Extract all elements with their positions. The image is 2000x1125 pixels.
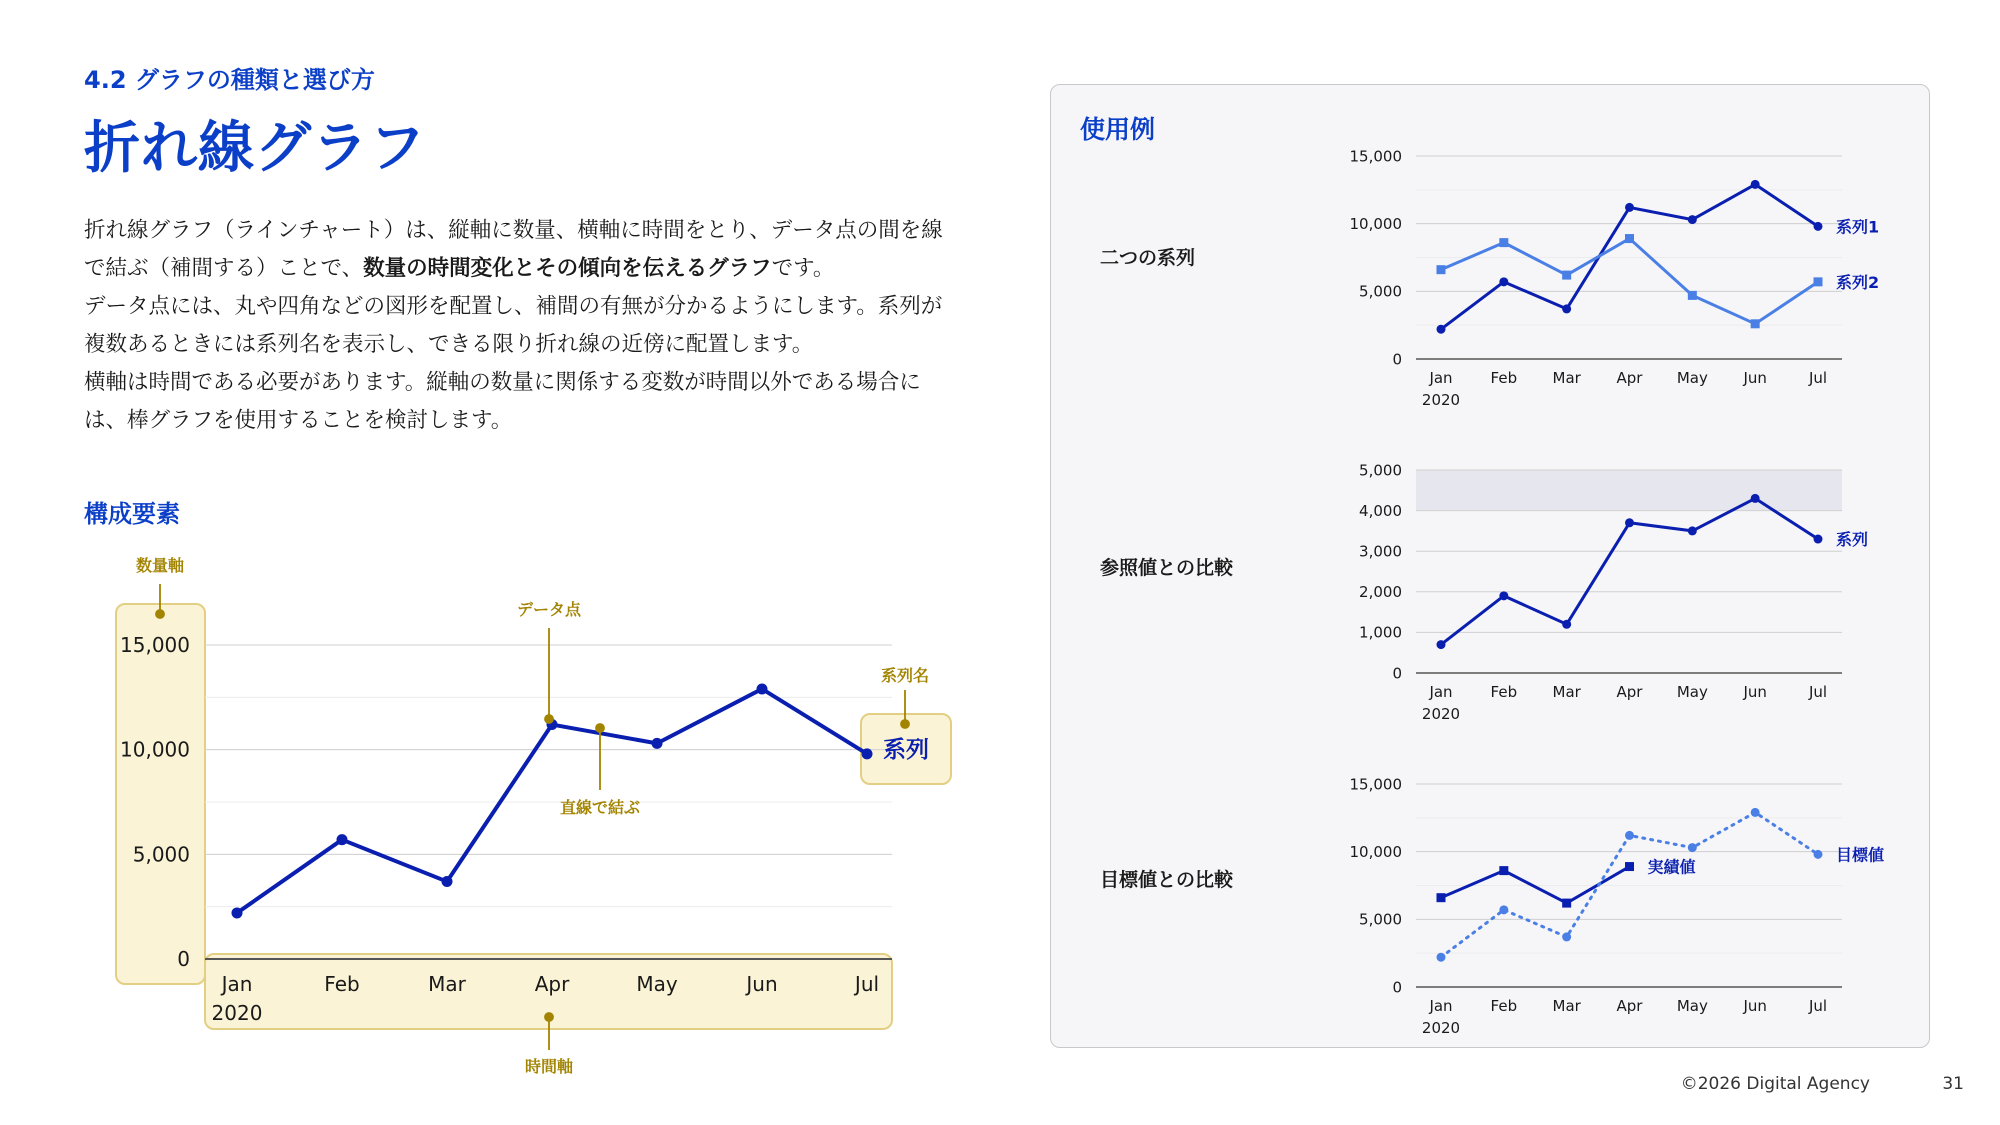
main-x-tick-label: Jun [746, 972, 778, 996]
annotation-connect-line: 直線で結ぶ [559, 798, 641, 817]
target-x-tick-label: Apr [1616, 997, 1643, 1015]
two-series-data-point [1688, 215, 1697, 224]
reference-x-tick-label: Jan [1429, 683, 1453, 701]
target-series-name-label: 目標値 [1836, 845, 1885, 865]
two-series-data-point [1562, 271, 1571, 280]
reference-y-tick-label: 5,000 [1359, 461, 1402, 480]
target-x-tick-label: Jan [1429, 997, 1453, 1015]
paragraph-3-line-1: 横軸は時間である必要があります。縦軸の数量に関係する変数が時間以外である場合に [84, 370, 921, 395]
reference-y-tick-label: 3,000 [1359, 542, 1402, 561]
footer-page-number: 31 [1942, 1074, 1964, 1094]
main-y-tick-label: 15,000 [120, 633, 190, 657]
main-x-tick-label: Apr [534, 972, 570, 996]
target-y-tick-label: 15,000 [1349, 775, 1402, 794]
components-heading: 構成要素 [84, 500, 180, 528]
annotation-value-axis: 数量軸 [135, 556, 185, 575]
reference-data-point [1499, 591, 1508, 600]
two-series-x-tick-label: Jul [1808, 369, 1828, 387]
two-series-data-point [1688, 291, 1697, 300]
reference-x-tick-label: Feb [1490, 683, 1518, 701]
target-chart [1350, 775, 1885, 1037]
main-y-tick-label: 10,000 [120, 737, 190, 762]
two-series-data-point [1437, 325, 1446, 334]
two-series-y-tick-label: 5,000 [1359, 282, 1402, 301]
main-x-tick-label: Jan [221, 972, 253, 996]
reference-data-point [1562, 620, 1571, 629]
two-series-series-line [1441, 239, 1818, 324]
target-data-point [1562, 932, 1571, 941]
two-series-data-point [1437, 265, 1446, 274]
section-label: 4.2 グラフの種類と選び方 [84, 66, 375, 94]
page-title: 折れ線グラフ [84, 116, 426, 181]
two-series-chart [1350, 147, 1880, 409]
two-series-series-name-label: 系列1 [1836, 217, 1880, 237]
paragraph-1-emphasis: 数量の時間変化とその傾向を伝えるグラフ [363, 256, 772, 281]
target-data-point [1625, 831, 1634, 840]
two-series-y-tick-label: 15,000 [1349, 147, 1402, 166]
main-y-tick-label: 0 [177, 947, 190, 971]
two-series-data-point [1814, 222, 1823, 231]
two-series-data-point [1625, 234, 1634, 243]
reference-series-name-label: 系列 [1836, 530, 1869, 550]
paragraph-2-line-2: 複数あるときには系列名を表示し、できる限り折れ線の近傍に配置します。 [84, 332, 814, 357]
reference-data-point [1688, 526, 1697, 535]
paragraph-1-line-1: 折れ線グラフ（ラインチャート）は、縦軸に数量、横軸に時間をとり、データ点の間を線 [84, 218, 943, 243]
two-series-y-tick-label: 0 [1392, 350, 1402, 369]
target-data-point [1437, 953, 1446, 962]
two-series-x-tick-label: Jun [1743, 369, 1767, 387]
target-data-point [1814, 850, 1823, 859]
two-series-x-tick-label: Mar [1552, 369, 1581, 387]
target-y-tick-label: 10,000 [1349, 842, 1402, 861]
main-x-tick-label: May [636, 972, 678, 996]
two-series-data-point [1625, 203, 1634, 212]
two-series-data-point [1499, 238, 1508, 247]
reference-data-point [1751, 494, 1760, 503]
target-series-line [1441, 867, 1630, 904]
main-x-tick-label: Feb [324, 972, 360, 996]
example-label-target: 目標値との比較 [1100, 869, 1234, 891]
paragraph-1-line-2c: です。 [771, 256, 835, 281]
two-series-data-point [1814, 277, 1823, 286]
two-series-data-point [1562, 304, 1571, 313]
target-data-point [1499, 905, 1508, 914]
reference-data-point [1437, 640, 1446, 649]
target-x-tick-label: Jun [1743, 997, 1767, 1015]
reference-data-point [1814, 535, 1823, 544]
example-label-reference: 参照値との比較 [1100, 557, 1234, 579]
footer-copyright: ©2026 Digital Agency [1680, 1074, 1870, 1094]
reference-x-tick-label: Jul [1808, 683, 1828, 701]
reference-x-tick-label: Mar [1552, 683, 1581, 701]
reference-x-sub-label: 2020 [1421, 704, 1461, 723]
two-series-data-point [1751, 180, 1760, 189]
two-series-x-tick-label: May [1676, 369, 1708, 387]
target-data-point [1562, 899, 1571, 908]
reference-x-tick-label: May [1676, 683, 1708, 701]
paragraph-2-line-1: データ点には、丸や四角などの図形を配置し、補間の有無が分かるようにします。系列が [84, 294, 943, 319]
target-series-name-label: 実績値 [1647, 857, 1696, 877]
annotation-series-name: 系列名 [880, 666, 930, 685]
reference-chart [1359, 461, 1868, 723]
two-series-x-tick-label: Feb [1490, 369, 1518, 387]
reference-data-point [1625, 518, 1634, 527]
target-x-sub-label: 2020 [1421, 1018, 1461, 1037]
reference-y-tick-label: 1,000 [1359, 623, 1402, 642]
paragraph-1-line-2a: で結ぶ（補間する）ことで、 [84, 256, 364, 281]
target-data-point [1688, 843, 1697, 852]
target-data-point [1625, 862, 1634, 871]
two-series-x-sub-label: 2020 [1421, 390, 1461, 409]
examples-panel-title: 使用例 [1080, 115, 1156, 144]
two-series-data-point [1751, 319, 1760, 328]
reference-x-tick-label: Apr [1616, 683, 1643, 701]
target-y-tick-label: 0 [1392, 978, 1402, 997]
target-data-point [1437, 893, 1446, 902]
paragraph-3-line-2: は、棒グラフを使用することを検討します。 [84, 408, 513, 433]
target-y-tick-label: 5,000 [1359, 910, 1402, 929]
target-x-tick-label: Feb [1490, 997, 1518, 1015]
target-data-point [1499, 866, 1508, 875]
main-y-tick-label: 5,000 [132, 842, 190, 867]
two-series-x-tick-label: Jan [1429, 369, 1453, 387]
target-x-tick-label: Jul [1808, 997, 1828, 1015]
example-label-two-series: 二つの系列 [1100, 247, 1196, 269]
reference-x-tick-label: Jun [1743, 683, 1767, 701]
reference-y-tick-label: 4,000 [1359, 501, 1402, 520]
target-x-tick-label: May [1676, 997, 1708, 1015]
target-data-point [1751, 808, 1760, 817]
reference-y-tick-label: 2,000 [1359, 583, 1402, 602]
reference-reference-band [1416, 470, 1842, 511]
main-x-sub-label: 2020 [211, 1001, 263, 1025]
two-series-y-tick-label: 10,000 [1349, 214, 1402, 233]
target-x-tick-label: Mar [1552, 997, 1581, 1015]
main-x-tick-label: Jul [854, 972, 880, 996]
annotation-time-axis: 時間軸 [524, 1057, 574, 1076]
main-series-label: 系列 [883, 737, 929, 763]
two-series-series-name-label: 系列2 [1836, 272, 1880, 292]
two-series-data-point [1499, 277, 1508, 286]
main-x-tick-label: Mar [428, 972, 466, 996]
two-series-x-tick-label: Apr [1616, 369, 1643, 387]
reference-y-tick-label: 0 [1392, 664, 1402, 683]
annotation-data-point: データ点 [516, 600, 582, 619]
